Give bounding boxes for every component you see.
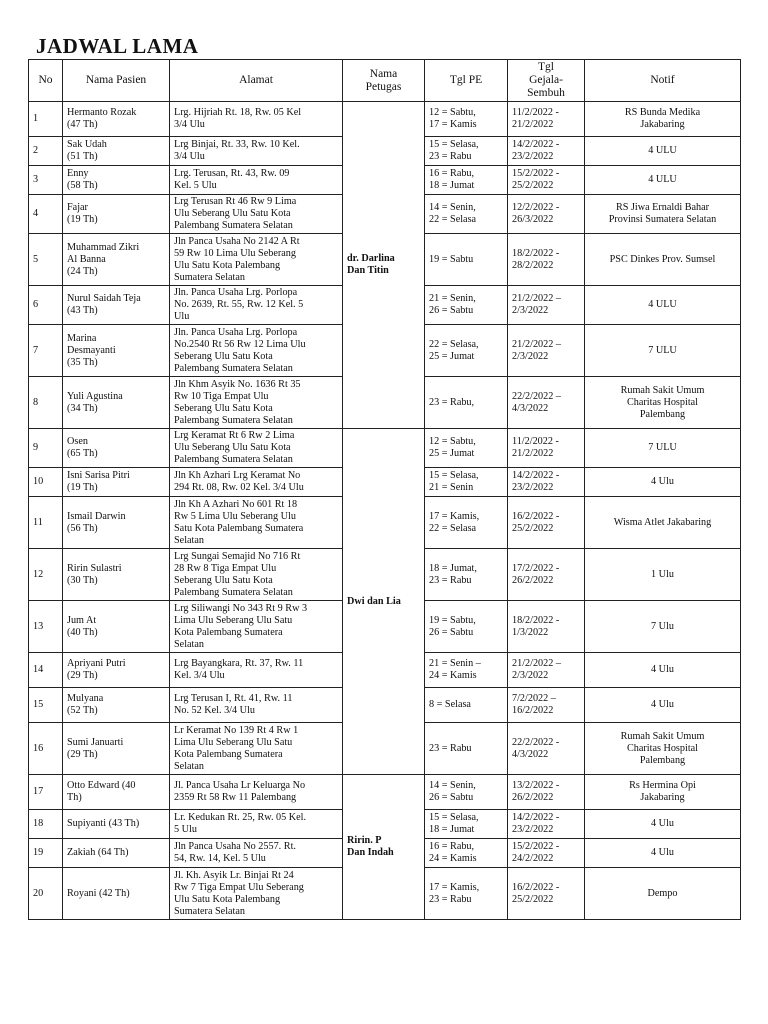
pe-date: 15 = Selasa, 21 = Senin — [425, 468, 508, 497]
row-number: 10 — [29, 468, 63, 497]
symptom-recovery-date: 18/2/2022 - 1/3/2022 — [508, 601, 585, 653]
header-notif: Notif — [585, 60, 741, 102]
pe-date: 22 = Selasa, 25 = Jumat — [425, 325, 508, 377]
symptom-recovery-date: 14/2/2022 - 23/2/2022 — [508, 468, 585, 497]
symptom-recovery-date: 21/2/2022 – 2/3/2022 — [508, 325, 585, 377]
row-number: 3 — [29, 166, 63, 195]
row-number: 2 — [29, 137, 63, 166]
symptom-recovery-date: 7/2/2022 – 16/2/2022 — [508, 688, 585, 723]
pe-date: 19 = Sabtu, 26 = Sabtu — [425, 601, 508, 653]
symptom-recovery-date: 21/2/2022 – 2/3/2022 — [508, 286, 585, 325]
notification: Rs Hermina Opi Jakabaring — [585, 775, 741, 810]
header-tgl-gejala: Tgl Gejala- Sembuh — [508, 60, 585, 102]
header-nama-pasien: Nama Pasien — [63, 60, 170, 102]
table-row — [29, 775, 741, 810]
patient-address: Lrg Keramat Rt 6 Rw 2 Lima Ulu Seberang Ulu Satu Kota Palembang Sumatera Selatan — [170, 429, 343, 468]
pe-date: 14 = Senin, 26 = Sabtu — [425, 775, 508, 810]
patient-name: Zakiah (64 Th) — [63, 839, 170, 868]
patient-name: Supiyanti (43 Th) — [63, 810, 170, 839]
header-row — [29, 60, 741, 102]
patient-name: Osen (65 Th) — [63, 429, 170, 468]
table-row — [29, 429, 741, 468]
patient-name: Sak Udah (51 Th) — [63, 137, 170, 166]
row-number: 7 — [29, 325, 63, 377]
notification: 4 ULU — [585, 166, 741, 195]
symptom-recovery-date: 15/2/2022 - 24/2/2022 — [508, 839, 585, 868]
notification: 7 ULU — [585, 325, 741, 377]
patient-address: Lrg Sungai Semajid No 716 Rt 28 Rw 8 Tiga Empat Ulu Seberang Ulu Satu Kota Palembang Sumatera Selatan — [170, 549, 343, 601]
notification: 4 Ulu — [585, 839, 741, 868]
row-number: 17 — [29, 775, 63, 810]
pe-date: 23 = Rabu, — [425, 377, 508, 429]
row-number: 18 — [29, 810, 63, 839]
officer-name: Dwi dan Lia — [343, 429, 425, 775]
symptom-recovery-date: 13/2/2022 - 26/2/2022 — [508, 775, 585, 810]
officer-name: dr. Darlina Dan Titin — [343, 102, 425, 429]
header-tgl-pe: Tgl PE — [425, 60, 508, 102]
patient-address: Jln Panca Usaha No 2142 A Rt 59 Rw 10 Lima Ulu Seberang Ulu Satu Kota Palembang Sumatera Selatan — [170, 234, 343, 286]
notification: 1 Ulu — [585, 549, 741, 601]
symptom-recovery-date: 16/2/2022 - 25/2/2022 — [508, 497, 585, 549]
patient-name: Royani (42 Th) — [63, 868, 170, 920]
pe-date: 12 = Sabtu, 17 = Kamis — [425, 102, 508, 137]
notification: Wisma Atlet Jakabaring — [585, 497, 741, 549]
row-number: 5 — [29, 234, 63, 286]
patient-address: Lrg. Terusan, Rt. 43, Rw. 09 Kel. 5 Ulu — [170, 166, 343, 195]
row-number: 4 — [29, 195, 63, 234]
document-title: JADWAL LAMA — [36, 34, 199, 58]
patient-address: Lrg Binjai, Rt. 33, Rw. 10 Kel. 3/4 Ulu — [170, 137, 343, 166]
header-no: No — [29, 60, 63, 102]
patient-name: Hermanto Rozak (47 Th) — [63, 102, 170, 137]
patient-address: Jl. Kh. Asyik Lr. Binjai Rt 24 Rw 7 Tiga Empat Ulu Seberang Ulu Satu Kota Palembang Sumatera Selatan — [170, 868, 343, 920]
notification: 4 Ulu — [585, 653, 741, 688]
patient-name: Yuli Agustina (34 Th) — [63, 377, 170, 429]
notification: PSC Dinkes Prov. Sumsel — [585, 234, 741, 286]
patient-address: Jl. Panca Usaha Lr Keluarga No 2359 Rt 58 Rw 11 Palembang — [170, 775, 343, 810]
row-number: 16 — [29, 723, 63, 775]
row-number: 14 — [29, 653, 63, 688]
row-number: 20 — [29, 868, 63, 920]
patient-address: Lrg Terusan I, Rt. 41, Rw. 11 No. 52 Kel. 3/4 Ulu — [170, 688, 343, 723]
notification: RS Jiwa Ernaldi Bahar Provinsi Sumatera Selatan — [585, 195, 741, 234]
row-number: 9 — [29, 429, 63, 468]
patient-name: Fajar (19 Th) — [63, 195, 170, 234]
patient-address: Jln Khm Asyik No. 1636 Rt 35 Rw 10 Tiga Empat Ulu Seberang Ulu Satu Kota Palembang Sumatera Selatan — [170, 377, 343, 429]
notification: 7 Ulu — [585, 601, 741, 653]
row-number: 11 — [29, 497, 63, 549]
notification: RS Bunda Medika Jakabaring — [585, 102, 741, 137]
symptom-recovery-date: 14/2/2022 - 23/2/2022 — [508, 810, 585, 839]
patient-address: Lr. Kedukan Rt. 25, Rw. 05 Kel. 5 Ulu — [170, 810, 343, 839]
symptom-recovery-date: 22/2/2022 - 4/3/2022 — [508, 723, 585, 775]
patient-name: Marina Desmayanti (35 Th) — [63, 325, 170, 377]
pe-date: 19 = Sabtu — [425, 234, 508, 286]
patient-name: Sumi Januarti (29 Th) — [63, 723, 170, 775]
notification: 4 ULU — [585, 286, 741, 325]
symptom-recovery-date: 21/2/2022 – 2/3/2022 — [508, 653, 585, 688]
patient-name: Enny (58 Th) — [63, 166, 170, 195]
pe-date: 14 = Senin, 22 = Selasa — [425, 195, 508, 234]
notification: 4 Ulu — [585, 810, 741, 839]
row-number: 15 — [29, 688, 63, 723]
row-number: 1 — [29, 102, 63, 137]
pe-date: 23 = Rabu — [425, 723, 508, 775]
notification: 7 ULU — [585, 429, 741, 468]
symptom-recovery-date: 18/2/2022 - 28/2/2022 — [508, 234, 585, 286]
patient-name: Nurul Saidah Teja (43 Th) — [63, 286, 170, 325]
table-body — [29, 102, 741, 920]
patient-address: Lr Keramat No 139 Rt 4 Rw 1 Lima Ulu Seberang Ulu Satu Kota Palembang Sumatera Selatan — [170, 723, 343, 775]
notification: 4 Ulu — [585, 468, 741, 497]
patient-address: Lrg. Hijriah Rt. 18, Rw. 05 Kel 3/4 Ulu — [170, 102, 343, 137]
symptom-recovery-date: 12/2/2022 - 26/3/2022 — [508, 195, 585, 234]
pe-date: 18 = Jumat, 23 = Rabu — [425, 549, 508, 601]
patient-address: Jln Kh Azhari Lrg Keramat No 294 Rt. 08, Rw. 02 Kel. 3/4 Ulu — [170, 468, 343, 497]
pe-date: 21 = Senin, 26 = Sabtu — [425, 286, 508, 325]
row-number: 8 — [29, 377, 63, 429]
patient-address: Lrg Terusan Rt 46 Rw 9 Lima Ulu Seberang Ulu Satu Kota Palembang Sumatera Selatan — [170, 195, 343, 234]
pe-date: 17 = Kamis, 22 = Selasa — [425, 497, 508, 549]
symptom-recovery-date: 17/2/2022 - 26/2/2022 — [508, 549, 585, 601]
symptom-recovery-date: 14/2/2022 - 23/2/2022 — [508, 137, 585, 166]
patient-address: Jln. Panca Usaha Lrg. Porlopa No. 2639, Rt. 55, Rw. 12 Kel. 5 Ulu — [170, 286, 343, 325]
patient-name: Isni Sarisa Pitri (19 Th) — [63, 468, 170, 497]
pe-date: 15 = Selasa, 23 = Rabu — [425, 137, 508, 166]
pe-date: 12 = Sabtu, 25 = Jumat — [425, 429, 508, 468]
patient-address: Lrg Bayangkara, Rt. 37, Rw. 11 Kel. 3/4 Ulu — [170, 653, 343, 688]
notification: 4 Ulu — [585, 688, 741, 723]
notification: Rumah Sakit Umum Charitas Hospital Palembang — [585, 723, 741, 775]
row-number: 13 — [29, 601, 63, 653]
symptom-recovery-date: 11/2/2022 - 21/2/2022 — [508, 429, 585, 468]
header-alamat: Alamat — [170, 60, 343, 102]
row-number: 12 — [29, 549, 63, 601]
patient-address: Jln Kh A Azhari No 601 Rt 18 Rw 5 Lima Ulu Seberang Ulu Satu Kota Palembang Sumatera Selatan — [170, 497, 343, 549]
patient-address: Jln. Panca Usaha Lrg. Porlopa No.2540 Rt 56 Rw 12 Lima Ulu Seberang Ulu Satu Kota Palembang Sumatera Selatan — [170, 325, 343, 377]
header-nama-petugas: Nama Petugas — [343, 60, 425, 102]
pe-date: 17 = Kamis, 23 = Rabu — [425, 868, 508, 920]
table-row — [29, 102, 741, 137]
schedule-table — [28, 59, 741, 920]
patient-name: Ririn Sulastri (30 Th) — [63, 549, 170, 601]
notification: 4 ULU — [585, 137, 741, 166]
patient-name: Apriyani Putri (29 Th) — [63, 653, 170, 688]
pe-date: 15 = Selasa, 18 = Jumat — [425, 810, 508, 839]
patient-address: Jln Panca Usaha No 2557. Rt. 54, Rw. 14, Kel. 5 Ulu — [170, 839, 343, 868]
patient-name: Mulyana (52 Th) — [63, 688, 170, 723]
patient-name: Jum At (40 Th) — [63, 601, 170, 653]
officer-name: Ririn. P Dan Indah — [343, 775, 425, 920]
symptom-recovery-date: 15/2/2022 - 25/2/2022 — [508, 166, 585, 195]
symptom-recovery-date: 11/2/2022 - 21/2/2022 — [508, 102, 585, 137]
patient-name: Muhammad Zikri Al Banna (24 Th) — [63, 234, 170, 286]
patient-name: Otto Edward (40 Th) — [63, 775, 170, 810]
pe-date: 16 = Rabu, 18 = Jumat — [425, 166, 508, 195]
notification: Dempo — [585, 868, 741, 920]
pe-date: 8 = Selasa — [425, 688, 508, 723]
pe-date: 21 = Senin – 24 = Kamis — [425, 653, 508, 688]
patient-address: Lrg Siliwangi No 343 Rt 9 Rw 3 Lima Ulu Seberang Ulu Satu Kota Palembang Sumatera Selatan — [170, 601, 343, 653]
symptom-recovery-date: 22/2/2022 – 4/3/2022 — [508, 377, 585, 429]
notification: Rumah Sakit Umum Charitas Hospital Palembang — [585, 377, 741, 429]
patient-name: Ismail Darwin (56 Th) — [63, 497, 170, 549]
pe-date: 16 = Rabu, 24 = Kamis — [425, 839, 508, 868]
symptom-recovery-date: 16/2/2022 - 25/2/2022 — [508, 868, 585, 920]
row-number: 19 — [29, 839, 63, 868]
row-number: 6 — [29, 286, 63, 325]
